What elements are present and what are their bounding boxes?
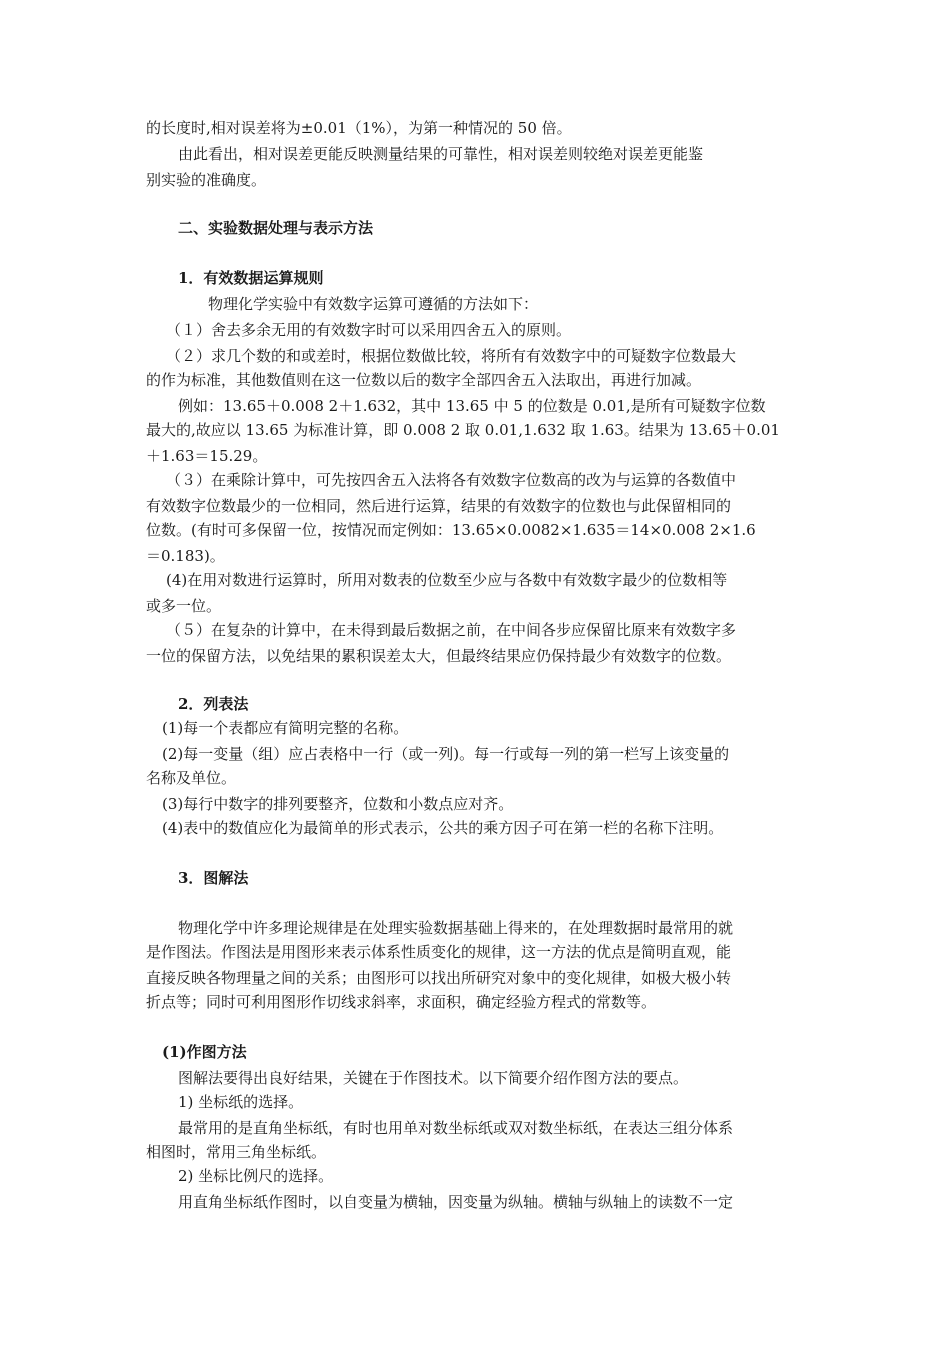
list-item: （３）在乘除计算中，可先按四舍五入法将各有效数字位数高的改为与运算的各数值中 <box>166 471 737 489</box>
text-line: 别实验的准确度。 <box>146 171 267 189</box>
text-line: 例如：13.65＋0.008 2＋1.632，其中 13.65 中 5 的位数是 0.01,是所有可疑数字位数 <box>178 397 766 415</box>
text-line: 相图时，常用三角坐标纸。 <box>146 1143 327 1161</box>
list-item: (2)每一变量（组）应占表格中一行（或一列)。每一行或每一列的第一栏写上该变量的 <box>162 745 730 763</box>
list-item: (4)表中的数值应化为最简单的形式表示，公共的乘方因子可在第一栏的名称下注明。 <box>162 819 724 837</box>
text-line: 直接反映各物理量之间的关系；由图形可以找出所研究对象中的变化规律，如极大极小转 <box>146 969 732 987</box>
list-item: （１）舍去多余无用的有效数字时可以采用四舍五入的原则。 <box>166 321 572 339</box>
text-line: 名称及单位。 <box>146 769 237 787</box>
list-item: （５）在复杂的计算中，在未得到最后数据之前，在中间各步应保留比原来有效数字多 <box>166 621 737 639</box>
subsection-heading: 3．图解法 <box>178 869 249 887</box>
text-line: 是作图法。作图法是用图形来表示体系性质变化的规律，这一方法的优点是简明直观，能 <box>146 943 732 961</box>
text-line: 最大的,故应以 13.65 为标准计算，即 0.008 2 取 0.01,1.632 取 1.63。结果为 13.65＋0.01 <box>146 421 780 439</box>
text-line: 1) 坐标纸的选择。 <box>178 1093 304 1111</box>
text-line: 物理化学中许多理论规律是在处理实验数据基础上得来的，在处理数据时最常用的就 <box>178 919 734 937</box>
text-line: 用直角坐标纸作图时，以自变量为横轴，因变量为纵轴。横轴与纵轴上的读数不一定 <box>178 1193 734 1211</box>
text-line: 图解法要得出良好结果，关键在于作图技术。以下简要介绍作图方法的要点。 <box>178 1069 689 1087</box>
section-heading: 二、实验数据处理与表示方法 <box>178 219 374 237</box>
text-line: 或多一位。 <box>146 597 222 615</box>
subsection-heading: 1．有效数据运算规则 <box>178 269 324 287</box>
text-line: 最常用的是直角坐标纸，有时也用单对数坐标纸或双对数坐标纸，在表达三组分体系 <box>178 1119 734 1137</box>
list-item: (3)每行中数字的排列要整齐，位数和小数点应对齐。 <box>162 795 514 813</box>
text-line: ＋1.63＝15.29。 <box>146 447 268 465</box>
text-line: 一位的保留方法，以免结果的累积误差太大，但最终结果应仍保持最少有效数字的位数。 <box>146 647 732 665</box>
text-line: 由此看出，相对误差更能反映测量结果的可靠性，相对误差则较绝对误差更能鉴 <box>178 145 704 163</box>
text-line: 折点等；同时可利用图形作切线求斜率，求面积，确定经验方程式的常数等。 <box>146 993 657 1011</box>
text-line: ＝0.183)。 <box>146 547 225 565</box>
list-item: (4)在用对数进行运算时，所用对数表的位数至少应与各数中有效数字最少的位数相等 <box>166 571 728 589</box>
text-line: 2) 坐标比例尺的选择。 <box>178 1167 334 1185</box>
text-line: 位数。(有时可多保留一位，按情况而定例如：13.65×0.0082×1.635＝14×0.008 2×1.6 <box>146 521 756 539</box>
subsection-heading: 2．列表法 <box>178 695 249 713</box>
list-item: （２）求几个数的和或差时，根据位数做比较，将所有有效数字中的可疑数字位数最大 <box>166 347 737 365</box>
text-line: 的长度时,相对误差将为±0.01（1%），为第一种情况的 50 倍。 <box>146 119 572 137</box>
list-item: (1)每一个表都应有简明完整的名称。 <box>162 719 409 737</box>
text-line: 的作为标准，其他数值则在这一位数以后的数字全部四舍五入法取出，再进行加减。 <box>146 371 702 389</box>
text-line: 物理化学实验中有效数字运算可遵循的方法如下： <box>208 295 539 313</box>
text-line: 有效数字位数最少的一位相同，然后进行运算，结果的有效数字的位数也与此保留相同的 <box>146 497 732 515</box>
subsection-heading: (1)作图方法 <box>162 1043 247 1061</box>
